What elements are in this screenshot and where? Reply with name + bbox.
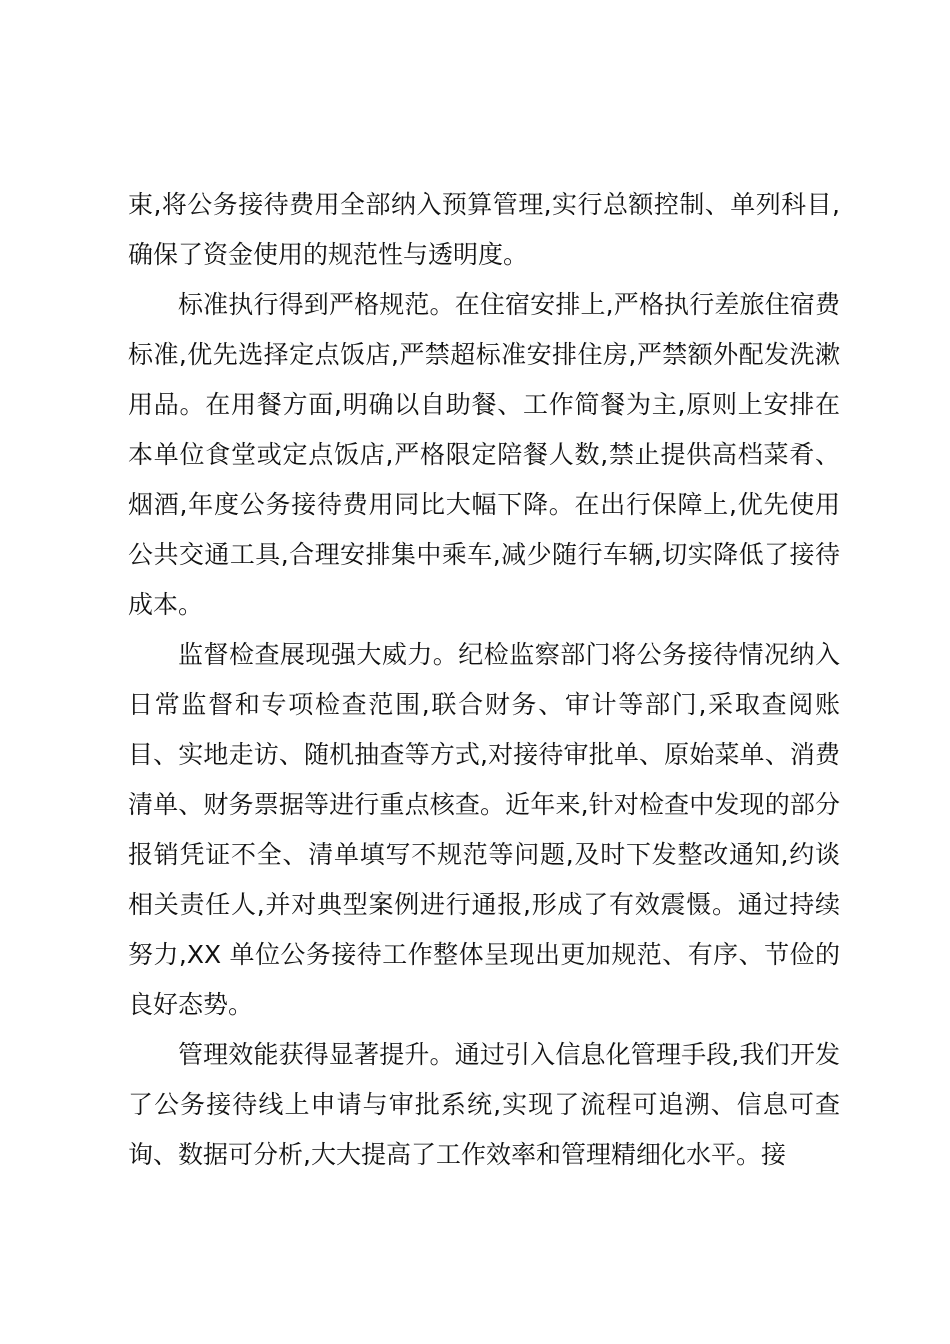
paragraph-management-efficiency: 管理效能获得显著提升。通过引入信息化管理手段,我们开发了公务接待线上申请与审批系统,实现了流程可追溯、信息可查询、数据可分析,大大提高了工作效率和管理精细化水平。接 <box>128 1040 840 1169</box>
paragraph-supervision-inspection: 监督检查展现强大威力。纪检监察部门将公务接待情况纳入日常监督和专项检查范围,联合财务、审计等部门,采取查阅账目、实地走访、随机抽查等方式,对接待审批单、原始菜单、消费清单、财务票据等进行重点核查。近年来,针对检查中发现的部分报销凭证不全、清单填写不规范等问题,及时下发整改通知,约谈相关责任人,并对典型案例进行通报,形成了有效震慑。通过持续努力,XX 单位公务接待工作整体呈现出更加规范、有序、节俭的良好态势。 <box>128 640 840 1019</box>
document-body <box>128 180 840 1180</box>
paragraph-standard-execution: 标准执行得到严格规范。在住宿安排上,严格执行差旅住宿费标准,优先选择定点饭店,严禁超标准安排住房,严禁额外配发洗漱用品。在用餐方面,明确以自助餐、工作简餐为主,原则上安排在本单位食堂或定点饭店,严格限定陪餐人数,禁止提供高档菜肴、烟酒,年度公务接待费用同比大幅下降。在出行保障上,优先使用公共交通工具,合理安排集中乘车,减少随行车辆,切实降低了接待成本。 <box>128 290 840 619</box>
paragraph-continuation: 束,将公务接待费用全部纳入预算管理,实行总额控制、单列科目,确保了资金使用的规范性与透明度。 <box>128 190 840 269</box>
